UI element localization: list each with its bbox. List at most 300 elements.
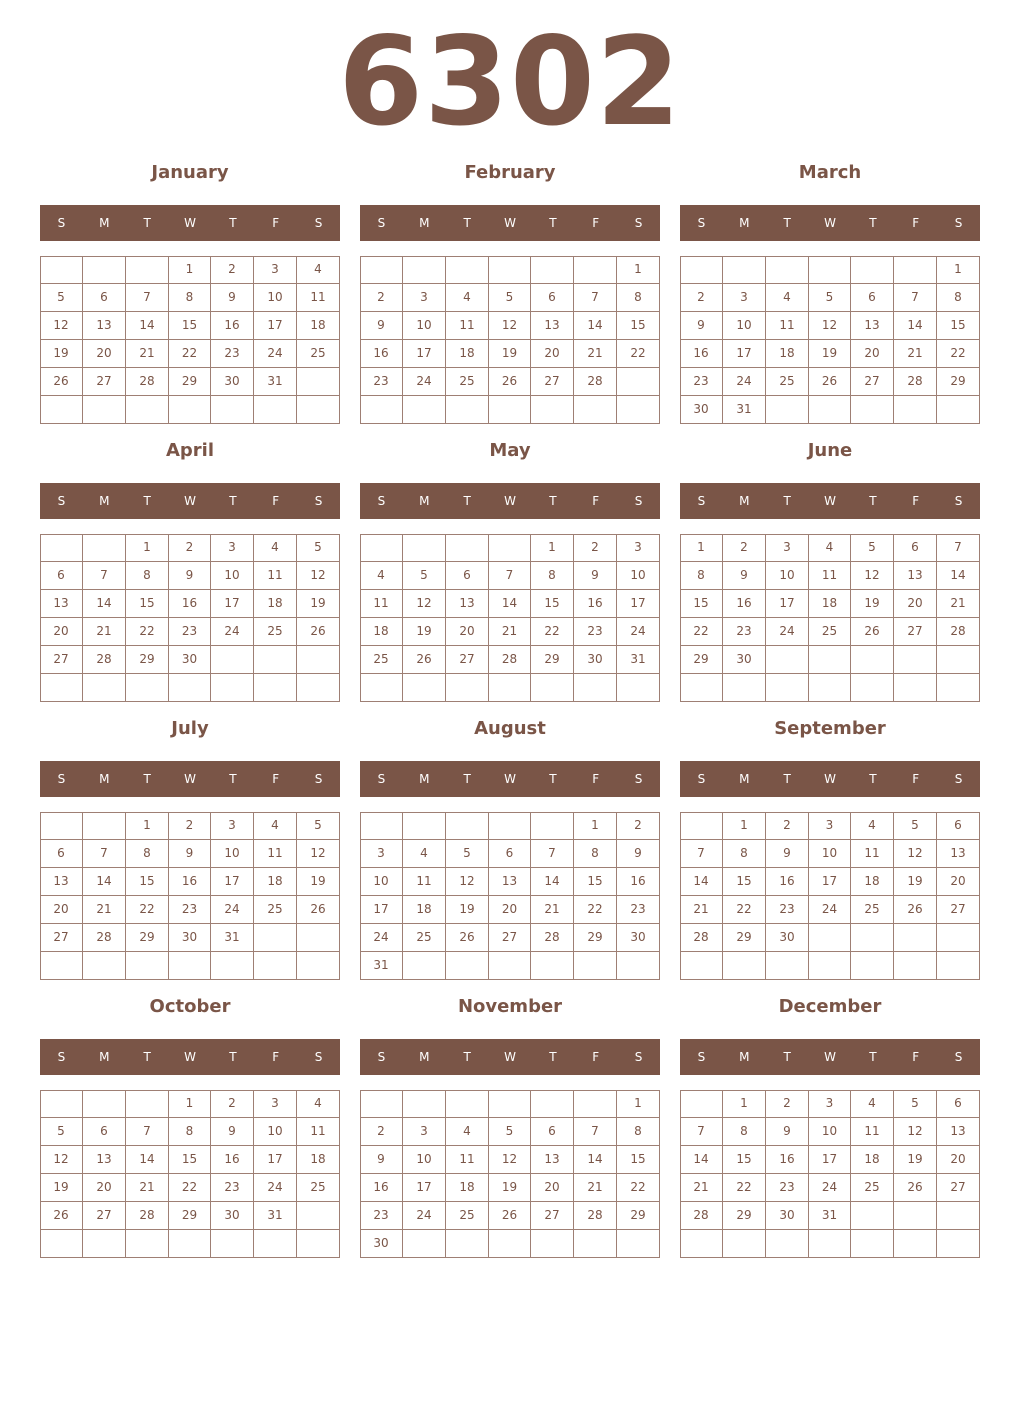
day-cell: 28	[680, 1202, 723, 1230]
day-cell: 13	[937, 1118, 980, 1146]
day-cell: 26	[403, 646, 446, 674]
day-cell: 8	[169, 284, 211, 312]
empty-day-cell	[574, 1230, 617, 1258]
day-cell: 8	[531, 562, 574, 590]
day-cell: 22	[169, 1174, 211, 1202]
day-cell: 21	[531, 896, 574, 924]
day-cell: 6	[489, 840, 531, 868]
day-grid	[680, 812, 980, 980]
day-cell: 27	[40, 646, 83, 674]
day-cell: 16	[723, 590, 766, 618]
day-grid	[40, 534, 340, 702]
day-cell: 14	[83, 590, 126, 618]
day-cell: 14	[680, 1146, 723, 1174]
month-name: January	[151, 162, 229, 183]
empty-day-cell	[617, 1230, 660, 1258]
day-cell: 21	[126, 340, 169, 368]
day-cell: 30	[723, 646, 766, 674]
empty-day-cell	[937, 396, 980, 424]
empty-day-cell	[83, 812, 126, 840]
empty-day-cell	[297, 396, 340, 424]
day-cell: 7	[531, 840, 574, 868]
day-cell: 21	[83, 896, 126, 924]
day-cell: 30	[766, 1202, 809, 1230]
day-cell: 13	[40, 868, 83, 896]
empty-day-cell	[723, 674, 766, 702]
day-cell: 10	[254, 284, 297, 312]
day-cell: 14	[574, 1146, 617, 1174]
day-cell: 20	[531, 1174, 574, 1202]
weekday-label: T	[783, 1050, 791, 1064]
empty-day-cell	[574, 396, 617, 424]
empty-day-cell	[531, 674, 574, 702]
empty-day-cell	[851, 924, 894, 952]
month-name: September	[774, 718, 886, 739]
day-cell: 1	[723, 1090, 766, 1118]
weekday-label: T	[229, 216, 237, 230]
weekday-label: S	[57, 1050, 66, 1064]
empty-day-cell	[937, 646, 980, 674]
day-cell: 24	[403, 368, 446, 396]
day-cell: 4	[766, 284, 809, 312]
day-cell: 4	[254, 534, 297, 562]
day-cell: 31	[360, 952, 403, 980]
day-cell: 12	[894, 840, 937, 868]
day-cell: 13	[851, 312, 894, 340]
empty-day-cell	[446, 534, 489, 562]
day-cell: 18	[851, 1146, 894, 1174]
day-cell: 12	[851, 562, 894, 590]
day-cell: 7	[126, 284, 169, 312]
empty-day-cell	[574, 1090, 617, 1118]
weekday-header	[360, 1039, 660, 1075]
day-cell: 26	[489, 368, 531, 396]
day-cell: 22	[126, 896, 169, 924]
day-cell: 25	[446, 368, 489, 396]
empty-day-cell	[254, 396, 297, 424]
day-cell: 26	[809, 368, 851, 396]
day-cell: 13	[83, 312, 126, 340]
empty-day-cell	[489, 812, 531, 840]
weekday-label: T	[869, 772, 877, 786]
weekday-header	[40, 483, 340, 519]
empty-day-cell	[894, 952, 937, 980]
day-cell: 10	[211, 562, 254, 590]
day-cell: 10	[403, 1146, 446, 1174]
day-cell: 2	[169, 812, 211, 840]
empty-day-cell	[680, 674, 723, 702]
day-cell: 3	[254, 256, 297, 284]
day-cell: 9	[169, 840, 211, 868]
day-cell: 23	[617, 896, 660, 924]
day-cell: 22	[723, 1174, 766, 1202]
day-cell: 20	[40, 618, 83, 646]
day-grid	[40, 256, 340, 424]
empty-day-cell	[211, 646, 254, 674]
empty-day-cell	[851, 646, 894, 674]
day-cell: 25	[254, 618, 297, 646]
day-cell: 4	[446, 284, 489, 312]
empty-day-cell	[723, 952, 766, 980]
weekday-label: M	[419, 216, 430, 230]
day-cell: 13	[489, 868, 531, 896]
day-cell: 13	[83, 1146, 126, 1174]
day-cell: 2	[211, 1090, 254, 1118]
day-cell: 7	[894, 284, 937, 312]
weekday-label: T	[463, 1050, 471, 1064]
day-cell: 1	[531, 534, 574, 562]
day-cell: 19	[297, 590, 340, 618]
day-cell: 22	[169, 340, 211, 368]
day-cell: 2	[360, 1118, 403, 1146]
day-cell: 24	[809, 896, 851, 924]
day-cell: 24	[617, 618, 660, 646]
day-cell: 18	[446, 1174, 489, 1202]
empty-day-cell	[809, 1230, 851, 1258]
day-cell: 2	[766, 812, 809, 840]
day-cell: 8	[126, 562, 169, 590]
day-cell: 26	[297, 618, 340, 646]
day-cell: 9	[766, 1118, 809, 1146]
day-grid	[40, 812, 340, 980]
weekday-label: F	[912, 494, 920, 508]
day-cell: 15	[937, 312, 980, 340]
weekday-label: M	[419, 772, 430, 786]
day-cell: 9	[680, 312, 723, 340]
day-cell: 29	[574, 924, 617, 952]
day-cell: 16	[617, 868, 660, 896]
day-cell: 11	[446, 312, 489, 340]
day-cell: 17	[723, 340, 766, 368]
empty-day-cell	[680, 952, 723, 980]
day-cell: 25	[446, 1202, 489, 1230]
weekday-label: T	[229, 772, 237, 786]
day-cell: 22	[617, 340, 660, 368]
weekday-label: S	[697, 216, 706, 230]
empty-day-cell	[446, 674, 489, 702]
empty-day-cell	[851, 952, 894, 980]
day-cell: 19	[894, 1146, 937, 1174]
month-name: May	[489, 440, 531, 461]
empty-day-cell	[360, 1090, 403, 1118]
weekday-label: F	[912, 1050, 920, 1064]
day-cell: 12	[297, 562, 340, 590]
day-cell: 7	[574, 1118, 617, 1146]
day-cell: 20	[446, 618, 489, 646]
day-cell: 11	[851, 1118, 894, 1146]
day-cell: 1	[169, 1090, 211, 1118]
day-cell: 18	[851, 868, 894, 896]
empty-day-cell	[489, 396, 531, 424]
month-name: February	[464, 162, 556, 183]
day-cell: 6	[40, 840, 83, 868]
empty-day-cell	[446, 396, 489, 424]
weekday-label: S	[377, 772, 386, 786]
day-cell: 7	[937, 534, 980, 562]
empty-day-cell	[254, 674, 297, 702]
empty-day-cell	[617, 396, 660, 424]
day-cell: 11	[297, 284, 340, 312]
day-cell: 11	[851, 840, 894, 868]
day-cell: 22	[723, 896, 766, 924]
day-cell: 9	[211, 284, 254, 312]
day-cell: 15	[617, 312, 660, 340]
empty-day-cell	[894, 674, 937, 702]
day-cell: 2	[680, 284, 723, 312]
weekday-label: S	[377, 216, 386, 230]
empty-day-cell	[531, 256, 574, 284]
day-cell: 9	[617, 840, 660, 868]
day-cell: 26	[894, 1174, 937, 1202]
day-cell: 28	[574, 1202, 617, 1230]
empty-day-cell	[489, 952, 531, 980]
day-cell: 11	[254, 840, 297, 868]
day-cell: 16	[169, 590, 211, 618]
empty-day-cell	[126, 1230, 169, 1258]
weekday-label: F	[912, 772, 920, 786]
empty-day-cell	[169, 674, 211, 702]
empty-day-cell	[894, 1202, 937, 1230]
empty-day-cell	[403, 534, 446, 562]
empty-day-cell	[574, 256, 617, 284]
day-cell: 16	[211, 1146, 254, 1174]
day-cell: 7	[83, 840, 126, 868]
weekday-label: F	[592, 494, 600, 508]
day-cell: 17	[403, 340, 446, 368]
day-cell: 28	[531, 924, 574, 952]
day-cell: 25	[809, 618, 851, 646]
empty-day-cell	[489, 674, 531, 702]
day-cell: 6	[83, 1118, 126, 1146]
day-cell: 13	[531, 1146, 574, 1174]
day-cell: 19	[489, 1174, 531, 1202]
empty-day-cell	[446, 256, 489, 284]
day-cell: 27	[83, 1202, 126, 1230]
empty-day-cell	[680, 1090, 723, 1118]
weekday-label: W	[504, 772, 516, 786]
empty-day-cell	[680, 1230, 723, 1258]
weekday-label: W	[184, 772, 196, 786]
weekday-header	[40, 205, 340, 241]
empty-day-cell	[403, 812, 446, 840]
day-cell: 14	[531, 868, 574, 896]
empty-day-cell	[169, 952, 211, 980]
weekday-label: M	[739, 1050, 750, 1064]
day-cell: 13	[531, 312, 574, 340]
weekday-label: T	[783, 494, 791, 508]
day-cell: 26	[894, 896, 937, 924]
day-cell: 8	[680, 562, 723, 590]
day-cell: 21	[83, 618, 126, 646]
day-cell: 30	[360, 1230, 403, 1258]
weekday-label: T	[463, 216, 471, 230]
day-cell: 17	[211, 590, 254, 618]
weekday-label: S	[57, 772, 66, 786]
weekday-label: M	[99, 772, 110, 786]
day-cell: 16	[766, 868, 809, 896]
day-cell: 17	[254, 312, 297, 340]
empty-day-cell	[169, 1230, 211, 1258]
day-cell: 10	[809, 1118, 851, 1146]
day-cell: 16	[680, 340, 723, 368]
empty-day-cell	[851, 1202, 894, 1230]
day-cell: 2	[766, 1090, 809, 1118]
day-cell: 1	[574, 812, 617, 840]
day-cell: 3	[809, 1090, 851, 1118]
day-cell: 7	[126, 1118, 169, 1146]
day-cell: 14	[680, 868, 723, 896]
day-cell: 4	[254, 812, 297, 840]
weekday-label: M	[419, 1050, 430, 1064]
weekday-label: T	[463, 494, 471, 508]
empty-day-cell	[83, 1230, 126, 1258]
empty-day-cell	[297, 646, 340, 674]
weekday-label: S	[954, 772, 963, 786]
day-cell: 1	[680, 534, 723, 562]
day-cell: 28	[83, 924, 126, 952]
day-cell: 12	[809, 312, 851, 340]
day-cell: 18	[297, 312, 340, 340]
day-cell: 29	[126, 924, 169, 952]
empty-day-cell	[446, 812, 489, 840]
empty-day-cell	[40, 1230, 83, 1258]
day-cell: 30	[211, 1202, 254, 1230]
empty-day-cell	[169, 396, 211, 424]
day-cell: 3	[403, 284, 446, 312]
day-cell: 15	[126, 868, 169, 896]
day-cell: 21	[680, 896, 723, 924]
day-cell: 15	[680, 590, 723, 618]
day-cell: 5	[894, 1090, 937, 1118]
day-cell: 24	[254, 340, 297, 368]
day-cell: 21	[680, 1174, 723, 1202]
empty-day-cell	[297, 674, 340, 702]
empty-day-cell	[403, 256, 446, 284]
empty-day-cell	[83, 674, 126, 702]
weekday-label: W	[824, 494, 836, 508]
day-cell: 8	[617, 284, 660, 312]
day-cell: 14	[83, 868, 126, 896]
day-cell: 22	[531, 618, 574, 646]
day-cell: 23	[766, 1174, 809, 1202]
day-cell: 20	[937, 1146, 980, 1174]
day-cell: 15	[723, 1146, 766, 1174]
day-cell: 8	[574, 840, 617, 868]
weekday-label: S	[314, 772, 323, 786]
empty-day-cell	[489, 534, 531, 562]
day-cell: 14	[489, 590, 531, 618]
weekday-label: T	[229, 1050, 237, 1064]
weekday-header	[680, 761, 980, 797]
day-cell: 5	[809, 284, 851, 312]
weekday-label: W	[504, 494, 516, 508]
day-cell: 19	[851, 590, 894, 618]
day-cell: 29	[680, 646, 723, 674]
day-cell: 9	[360, 312, 403, 340]
month-name: March	[798, 162, 862, 183]
day-cell: 5	[489, 1118, 531, 1146]
empty-day-cell	[937, 1202, 980, 1230]
weekday-label: S	[697, 494, 706, 508]
empty-day-cell	[723, 256, 766, 284]
day-cell: 11	[403, 868, 446, 896]
day-cell: 29	[617, 1202, 660, 1230]
weekday-header	[680, 483, 980, 519]
day-cell: 4	[297, 1090, 340, 1118]
weekday-label: M	[99, 216, 110, 230]
day-cell: 23	[680, 368, 723, 396]
day-cell: 7	[680, 1118, 723, 1146]
day-cell: 12	[403, 590, 446, 618]
day-cell: 10	[723, 312, 766, 340]
day-cell: 16	[169, 868, 211, 896]
day-cell: 23	[211, 1174, 254, 1202]
day-cell: 10	[360, 868, 403, 896]
empty-day-cell	[403, 1230, 446, 1258]
month-name: November	[457, 996, 563, 1017]
day-cell: 2	[723, 534, 766, 562]
day-cell: 18	[766, 340, 809, 368]
day-cell: 5	[403, 562, 446, 590]
weekday-label: S	[57, 494, 66, 508]
day-cell: 15	[574, 868, 617, 896]
weekday-label: M	[99, 494, 110, 508]
day-cell: 23	[360, 368, 403, 396]
weekday-label: S	[634, 1050, 643, 1064]
day-cell: 5	[297, 534, 340, 562]
day-cell: 12	[446, 868, 489, 896]
empty-day-cell	[937, 1230, 980, 1258]
empty-day-cell	[254, 646, 297, 674]
day-cell: 15	[617, 1146, 660, 1174]
empty-day-cell	[851, 1230, 894, 1258]
weekday-label: M	[739, 216, 750, 230]
day-cell: 21	[126, 1174, 169, 1202]
weekday-label: F	[272, 494, 280, 508]
day-cell: 8	[617, 1118, 660, 1146]
day-grid	[360, 1090, 660, 1258]
empty-day-cell	[40, 534, 83, 562]
day-cell: 11	[809, 562, 851, 590]
day-cell: 25	[297, 1174, 340, 1202]
day-cell: 15	[723, 868, 766, 896]
empty-day-cell	[574, 952, 617, 980]
day-cell: 12	[297, 840, 340, 868]
month-name: April	[165, 440, 215, 461]
empty-day-cell	[766, 952, 809, 980]
empty-day-cell	[809, 256, 851, 284]
empty-day-cell	[446, 1230, 489, 1258]
weekday-header	[680, 205, 980, 241]
day-cell: 25	[403, 924, 446, 952]
weekday-label: W	[504, 1050, 516, 1064]
weekday-label: S	[634, 494, 643, 508]
day-cell: 3	[617, 534, 660, 562]
day-cell: 5	[894, 812, 937, 840]
empty-day-cell	[937, 674, 980, 702]
weekday-label: T	[549, 216, 557, 230]
empty-day-cell	[617, 368, 660, 396]
empty-day-cell	[126, 952, 169, 980]
empty-day-cell	[83, 534, 126, 562]
day-cell: 15	[169, 1146, 211, 1174]
day-cell: 24	[211, 618, 254, 646]
empty-day-cell	[360, 812, 403, 840]
day-cell: 3	[809, 812, 851, 840]
weekday-label: F	[272, 772, 280, 786]
day-cell: 20	[894, 590, 937, 618]
day-cell: 8	[126, 840, 169, 868]
